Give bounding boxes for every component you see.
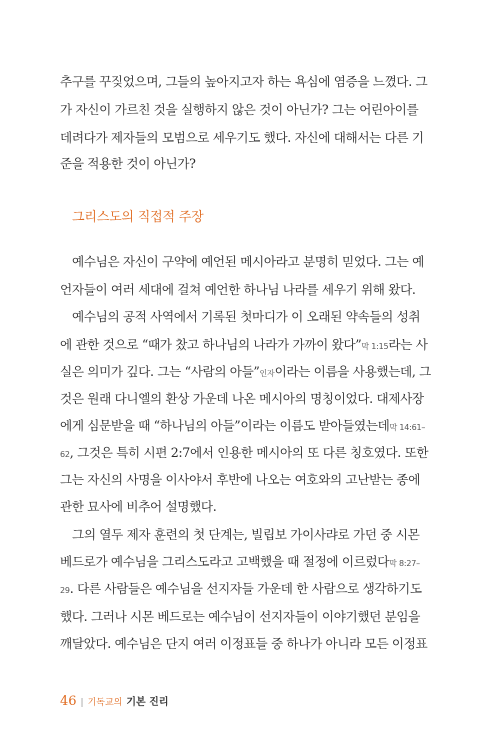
- series-name: 기독교의: [87, 698, 123, 708]
- book-title: 기본 진리: [126, 697, 169, 708]
- text-span: 이라는 이름을 사용했는데, 그: [274, 364, 431, 379]
- text-line: [60, 445, 440, 463]
- text-span: 에게 심문받을 때 “하나님의 아들”이라는 이름도 받아들였는데: [60, 418, 390, 433]
- footer-separator: |: [80, 698, 84, 708]
- text-span: 라는 사: [388, 337, 428, 352]
- text-span: , 그것은 특히 시편 2:7에서 인용한 메시아의 또 다른 칭호였다. 또한: [69, 445, 429, 460]
- page-number: 46: [60, 694, 77, 709]
- scripture-reference: 막 1:15: [361, 342, 389, 351]
- scripture-reference: 막 14:61–: [389, 423, 426, 432]
- text-line: [60, 554, 440, 572]
- scripture-reference: 막 8:27–: [389, 559, 420, 568]
- text-line: 데려다가 제자들의 모범으로 세우기도 했다. 자신에 대해서는 다른 기: [60, 130, 424, 145]
- text-line: 깨달았다. 예수님은 단지 여러 이정표들 중 하나가 아니라 모든 이정표: [60, 636, 428, 651]
- text-line: 준을 적용한 것이 아닌가?: [60, 156, 196, 171]
- scripture-reference: 62: [60, 450, 70, 459]
- text-line: 추구를 꾸짖었으며, 그들의 높아지고자 하는 욕심에 염증을 느꼈다. 그: [60, 74, 428, 89]
- text-line: 그의 열두 제자 훈련의 첫 단계는, 빌립보 가이사랴로 가던 중 시몬: [72, 527, 420, 542]
- text-line: 관한 묘사에 비추어 설명했다.: [60, 499, 217, 514]
- text-line: 했다. 그러나 시몬 베드로는 예수님이 선지자들이 이야기했던 분임을: [60, 609, 421, 624]
- text-span: 에 관한 것으로 “때가 찼고 하나님의 나라가 가까이 왔다”: [60, 337, 362, 352]
- text-line: [60, 581, 440, 599]
- text-line: 가 자신이 가르친 것을 실행하지 않은 것이 아닌가? 그는 어린아이를: [60, 102, 419, 117]
- text-line: 예수님의 공적 사역에서 기록된 첫마디가 이 오래된 약속들의 성취: [72, 309, 421, 324]
- text-line: 언자들이 여러 세대에 걸쳐 예언한 하나님 나라를 세우기 위해 왔다.: [60, 282, 416, 297]
- text-line: [60, 418, 440, 436]
- text-line: 예수님은 자신이 구약에 예언된 메시아라고 분명히 믿었다. 그는 예: [72, 254, 424, 269]
- gloss: 인자: [259, 369, 275, 378]
- text-line: [60, 364, 440, 382]
- page-footer: [60, 693, 169, 709]
- text-line: [60, 337, 440, 355]
- text-span: 실은 의미가 깊다. 그는 “사람의 아들”: [60, 364, 260, 379]
- text-line: 그는 자신의 사명을 이사야서 후반에 나오는 여호와의 고난받는 종에: [60, 472, 421, 487]
- text-span: 베드로가 예수님을 그리스도라고 고백했을 때 절정에 이르렀다: [60, 554, 390, 569]
- scripture-reference: 29: [60, 586, 70, 595]
- section-heading: 그리스도의 직접적 주장: [72, 210, 204, 225]
- text-span: . 다른 사람들은 예수님을 선지자들 가운데 한 사람으로 생각하기도: [69, 581, 422, 596]
- text-line: 것은 원래 다니엘의 환상 가운데 나온 메시아의 명칭이었다. 대제사장: [60, 391, 424, 406]
